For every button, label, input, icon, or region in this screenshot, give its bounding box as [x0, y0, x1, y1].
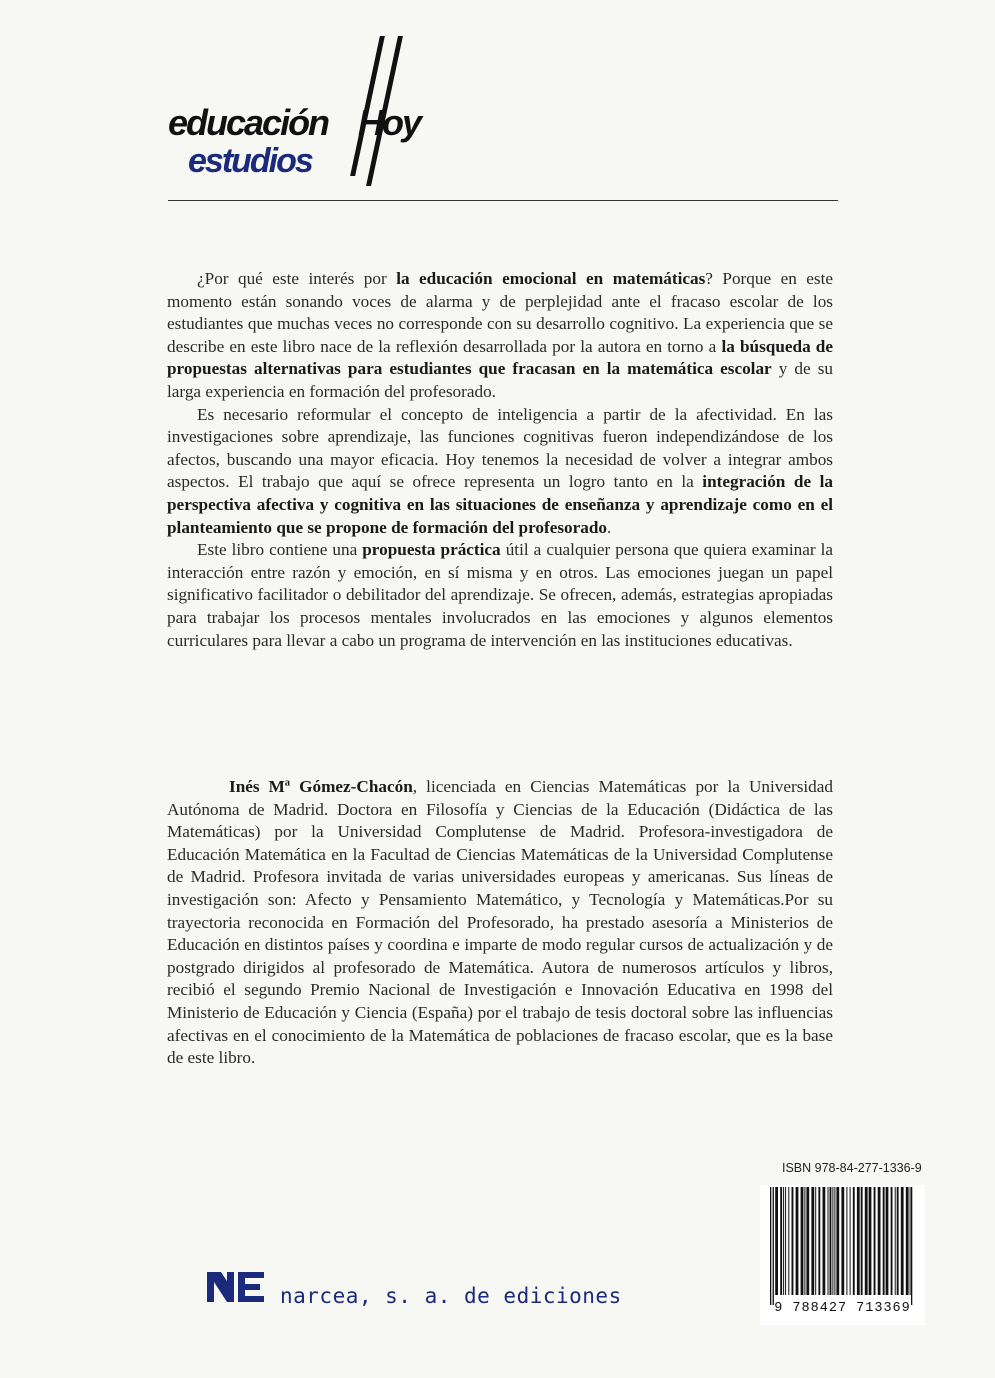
barcode-digits: 9 788427 713369 [774, 1301, 911, 1316]
barcode-bar [796, 1187, 799, 1295]
barcode-bar [815, 1187, 816, 1295]
blurb-paragraph [167, 268, 833, 404]
bold-text-run: integración de la perspectiva afectiva y cognitiva en las situaciones de enseñanza y aprendizaje como en el planteamiento que se propone de formación del profesorado [167, 472, 833, 537]
barcode-bar [906, 1187, 909, 1295]
publisher-name: narcea, s. a. de ediciones [280, 1284, 622, 1308]
barcode-bar [874, 1187, 876, 1295]
bold-text-run: la búsqueda de propuestas alternativas para estudiantes que fracasan en la matemática escolar [167, 336, 833, 379]
text-run: , licenciada en Ciencias Matemáticas por la Universidad Autónoma de Madrid. Doctora en Filosofía y Ciencias de la Educación (Didáctica de las Matemáticas) por la Universidad Complutense de Madrid. Profesora-investigadora de Educación Matemática en la Facultad de Ciencias Matemáticas de la Universidad Complutense de Madrid. Profesora invitada de varias universidades europeas y americanas. Sus líneas de investigación son: Afecto y Pensamiento Matemático, y Tecnología y Matemáticas.Por su trayectoria reconocida en Formación del Profesorado, ha prestado asesoría a Ministerios de Educación en distintos países y coordina e imparte de modo regular cursos de actualización y de postgrado dirigidos al profesorado de Matemática. Autora de numerosos artículos y libros, recibió el segundo Premio Nacional de Investigación e Innovación Educativa en 1998 del Ministerio de Educación y Ciencia (España) por el trabajo de tesis doctoral sobre las influencias afectivas en el conocimiento de la Matemática de poblaciones de fracaso escolar, que es la base de este libro. [167, 777, 833, 1068]
barcode-bar [841, 1187, 844, 1295]
barcode-bar [878, 1187, 881, 1295]
barcode-bar [775, 1187, 778, 1295]
barcode-bar [853, 1187, 855, 1295]
blurb-paragraph [167, 404, 833, 540]
barcode-bar [783, 1187, 784, 1295]
barcode-bar [785, 1187, 786, 1295]
barcode-bar [792, 1187, 794, 1295]
barcode-bar [801, 1187, 804, 1295]
author-bio [167, 776, 833, 1070]
series-logo [160, 30, 460, 190]
barcode-bar [850, 1187, 851, 1295]
barcode-bar [836, 1187, 839, 1295]
publisher-logo-text [207, 1270, 208, 1271]
publisher-logo [207, 1270, 265, 1309]
bold-text-run: Inés Mª Gómez-Chacón [229, 777, 413, 796]
header-divider [168, 200, 838, 201]
barcode-bar [804, 1187, 805, 1295]
barcode-bar [910, 1187, 911, 1295]
barcode-bar [806, 1187, 809, 1295]
barcode-bar [861, 1187, 863, 1295]
barcode-bar [911, 1187, 912, 1305]
barcode-bar [811, 1187, 814, 1295]
bold-text-run: la educación emocional en matemáticas [396, 269, 706, 288]
barcode-bar [883, 1187, 885, 1295]
publisher-logo-icon [207, 1270, 265, 1304]
barcode-bar [823, 1187, 826, 1295]
text-run: Este libro contiene una [197, 540, 363, 560]
barcode [760, 1185, 925, 1325]
barcode-bar [788, 1187, 789, 1295]
barcode-bar [897, 1187, 899, 1295]
series-word-estudios: estudios [188, 142, 312, 180]
barcode-bar [830, 1187, 832, 1295]
bold-text-run: propuesta práctica [362, 540, 501, 560]
barcode-bar [869, 1187, 872, 1295]
series-word-educacion: educación [168, 102, 329, 143]
barcode-bar [828, 1187, 829, 1295]
text-run: . [607, 517, 612, 537]
barcode-bar [846, 1187, 847, 1295]
barcode-bar [770, 1187, 771, 1305]
barcode-bar [901, 1187, 904, 1295]
text-run: Es necesario reformular el concepto de inteligencia a partir de la afectividad. En las investigaciones sobre aprendizaje, las funciones cognitivas fueron independizándose de los afectos, buscando una mayor eficacia. Hoy tenemos la necesidad de volver a integrar ambos aspectos. El trabajo que aquí se ofrece representa un logro tanto en la [167, 404, 833, 492]
barcode-bar [886, 1187, 889, 1295]
barcode-bar [865, 1187, 868, 1295]
barcode-bars [770, 1187, 915, 1305]
barcode-bar [857, 1187, 860, 1295]
text-run: ? Porque en este momento están sonando voces de alarma y de perplejidad ante el fracaso escolar de los estudiantes que muchas veces no corresponde con su desarrollo cognitivo. La experiencia que se describe en este libro nace de la reflexión desarrollada por la autora en torno a [167, 269, 833, 356]
barcode-bar [834, 1187, 835, 1295]
text-run: y de su larga experiencia en formación del profesorado. [167, 359, 833, 401]
barcode-bar [773, 1187, 774, 1305]
isbn-label: ISBN 978-84-277-1336-9 [782, 1161, 922, 1175]
barcode-bar [832, 1187, 833, 1295]
barcode-bar [891, 1187, 893, 1295]
text-run: ¿Por qué este interés por [197, 269, 397, 288]
barcode-bar [780, 1187, 782, 1295]
series-word-hoy: Hoy [358, 102, 421, 143]
blurb-paragraph [167, 539, 833, 652]
barcode-bar [895, 1187, 896, 1295]
barcode-bar [818, 1187, 820, 1295]
blurb [167, 268, 833, 652]
text-run: útil a cualquier persona que quiera examinar la interacción entre razón y emoción, en sí misma y en otros. Las emociones juegan un papel significativo facilitador o debilitador del aprendizaje. Se ofrecen, además, estrategias apropiadas para trabajar los procesos mentales involucrados en las emociones y algunos elementos curriculares para llevar a cabo un programa de intervención en las instituciones educativas. [167, 540, 834, 650]
